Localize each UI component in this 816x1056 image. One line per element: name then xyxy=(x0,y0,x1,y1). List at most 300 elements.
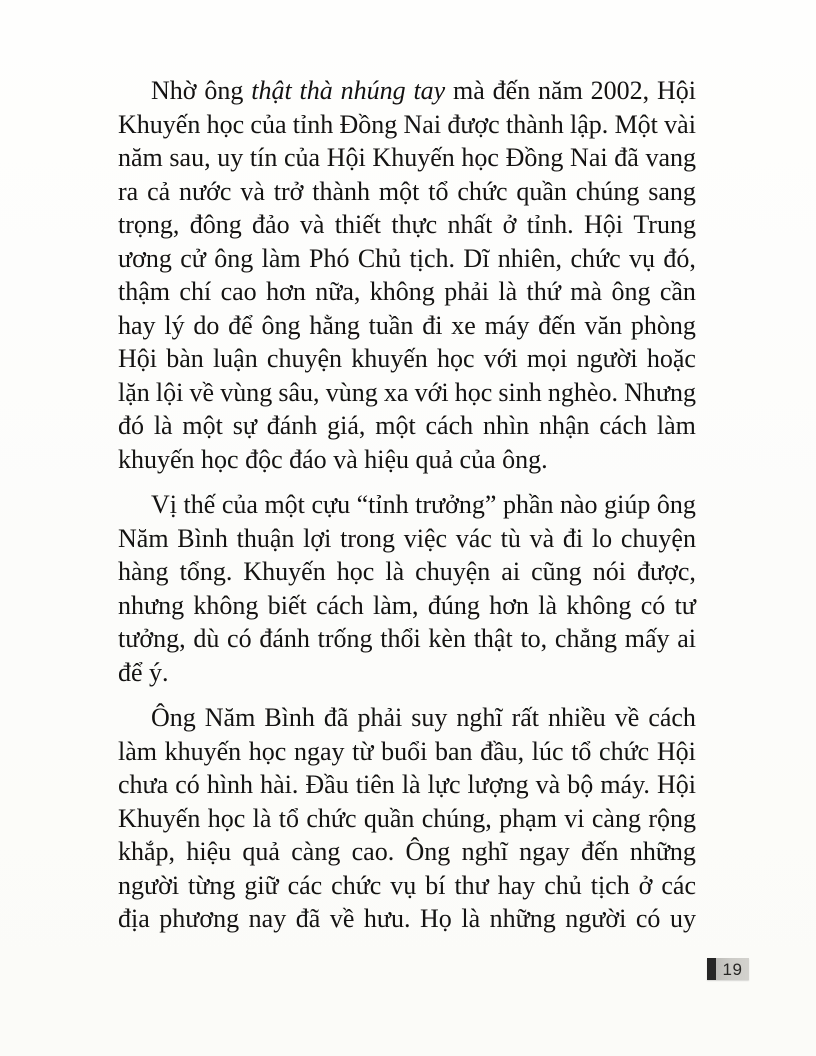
word: vùng xyxy=(220,377,273,407)
word: Hội xyxy=(118,344,157,373)
word: quần xyxy=(363,803,415,833)
word: Bình xyxy=(264,703,315,732)
word: ban xyxy=(434,736,473,766)
word: tổ xyxy=(428,176,449,206)
word: cách xyxy=(316,590,364,620)
word: sâu, xyxy=(278,377,320,407)
word: nói xyxy=(592,557,626,586)
text-line xyxy=(118,656,696,690)
text-line xyxy=(118,622,696,656)
word: đến xyxy=(492,76,531,105)
word: ai xyxy=(501,557,521,586)
word: người xyxy=(118,870,180,900)
word: trọng, xyxy=(118,210,180,239)
word: chẳng xyxy=(554,624,617,653)
word: đến xyxy=(580,837,619,866)
word: mấy xyxy=(624,624,670,653)
word: từng xyxy=(188,870,236,900)
word: to, xyxy=(520,624,548,653)
word: học xyxy=(248,736,287,766)
word: làm xyxy=(261,243,301,273)
word: biết xyxy=(267,590,307,620)
word: Chủ xyxy=(357,243,402,273)
word: chúng, xyxy=(421,803,492,833)
word: hiệu xyxy=(364,444,409,474)
word: tổ xyxy=(571,736,592,766)
word: tù xyxy=(500,523,521,553)
text-line xyxy=(118,735,696,769)
text-line xyxy=(118,309,696,343)
word-italic: thật xyxy=(251,76,292,105)
word: Năm xyxy=(204,703,256,732)
word: hoặc xyxy=(646,344,696,373)
word: nhìn xyxy=(482,411,530,440)
word: chưa xyxy=(118,770,169,799)
word: đúng xyxy=(427,590,480,620)
word: có xyxy=(175,770,200,799)
word: Họ xyxy=(420,904,452,933)
word: vang xyxy=(645,143,696,172)
word: Dĩ xyxy=(463,243,490,273)
word: được xyxy=(447,109,500,139)
word: thổi xyxy=(380,624,421,653)
word: tịch xyxy=(590,870,630,900)
word: Hội xyxy=(583,210,623,239)
word: ông xyxy=(204,76,244,105)
word: hằng xyxy=(309,310,360,340)
word: không xyxy=(369,277,435,306)
word: khuyến xyxy=(118,444,195,474)
word: máy. xyxy=(600,770,650,799)
word: phương xyxy=(159,904,240,933)
word: không xyxy=(566,590,632,620)
word: quả xyxy=(415,444,454,474)
word: những xyxy=(629,837,696,866)
text-line xyxy=(118,555,696,589)
word: giữ xyxy=(244,870,279,900)
word: Hội xyxy=(656,770,696,799)
word: Hội xyxy=(657,76,696,105)
word: chức xyxy=(570,243,621,273)
word: ông xyxy=(611,277,651,306)
paragraph xyxy=(118,488,696,689)
word: buổi xyxy=(381,736,428,766)
word: càng xyxy=(291,837,341,866)
text-line xyxy=(118,522,696,556)
word: đáo xyxy=(289,444,327,474)
word: mọi xyxy=(526,344,568,373)
word: nghĩ xyxy=(461,837,508,866)
word: cao xyxy=(220,277,257,306)
word: chúng xyxy=(575,176,640,206)
text-line xyxy=(118,701,696,735)
word: cũng xyxy=(531,557,582,586)
word: do xyxy=(193,310,220,340)
word-italic: thà xyxy=(299,76,333,105)
word: nhận xyxy=(539,411,590,440)
word: lượng xyxy=(467,770,529,799)
word: là xyxy=(461,904,481,933)
word: nghèo. xyxy=(547,377,618,407)
word: học xyxy=(454,377,493,407)
word: sinh xyxy=(498,377,542,407)
word: những xyxy=(489,904,556,933)
word: bộ xyxy=(567,770,594,799)
word: về xyxy=(189,377,215,407)
word: Khuyến xyxy=(372,143,455,172)
word: năm xyxy=(118,143,163,172)
word: lo xyxy=(591,523,613,553)
word: lặn xyxy=(118,377,150,407)
word: cách xyxy=(648,703,696,732)
word: tư xyxy=(674,590,696,620)
word: của xyxy=(284,143,321,172)
word: phần xyxy=(502,490,554,519)
word: thành xyxy=(312,176,371,206)
word: thế xyxy=(183,490,216,519)
word: học xyxy=(201,444,239,474)
text-line xyxy=(118,409,696,443)
word: ai xyxy=(677,624,696,653)
word: Khuyến xyxy=(243,557,326,586)
word: là xyxy=(401,770,421,799)
word: Ông xyxy=(405,837,451,866)
word: suy xyxy=(411,703,448,732)
text-line xyxy=(118,74,696,108)
word: hay xyxy=(497,870,536,900)
word: tỉnh xyxy=(292,109,334,139)
word: một xyxy=(378,176,420,206)
word-italic: tay xyxy=(413,76,446,105)
word: không xyxy=(193,590,259,620)
word: của xyxy=(221,490,258,519)
word: cách xyxy=(599,411,648,440)
word: đến xyxy=(538,310,576,340)
word: cả xyxy=(147,176,171,206)
word: đánh xyxy=(266,411,318,440)
word: rộng xyxy=(648,803,696,833)
word: Một xyxy=(614,109,658,139)
word: rất xyxy=(511,703,539,732)
page-number-bar xyxy=(707,958,716,980)
text-line xyxy=(118,275,696,309)
word: lợi xyxy=(303,523,332,553)
word: đó, xyxy=(663,243,696,273)
text-line xyxy=(118,768,696,802)
word: 2002, xyxy=(590,76,650,105)
text-line xyxy=(118,589,696,623)
word: nhưng xyxy=(118,590,185,620)
text-line xyxy=(118,108,696,142)
word: chuyện xyxy=(620,523,696,553)
word: các xyxy=(661,870,696,900)
text-line xyxy=(118,802,696,836)
word: đã xyxy=(295,904,321,933)
word: Trung xyxy=(633,210,696,239)
word: với xyxy=(414,377,449,407)
word: thư xyxy=(454,870,489,900)
text-line xyxy=(118,175,696,209)
word: sang xyxy=(648,176,696,206)
word: lội xyxy=(155,377,184,407)
word: về xyxy=(614,703,640,732)
word: các xyxy=(287,870,323,900)
word: và xyxy=(240,176,265,206)
word: Đầu xyxy=(305,770,349,799)
word: sự xyxy=(232,411,257,440)
word: ý. xyxy=(149,657,169,687)
word: ông xyxy=(261,310,301,340)
word: của xyxy=(459,444,496,474)
word: là xyxy=(385,557,405,586)
word: khắp, xyxy=(118,837,176,866)
word: hơn xyxy=(266,277,306,306)
word: tín xyxy=(249,143,278,172)
word: chức xyxy=(306,803,357,833)
word: lý xyxy=(164,310,185,340)
word: bí xyxy=(425,870,446,900)
word: luận xyxy=(212,344,258,373)
word: về xyxy=(329,904,355,933)
word: học xyxy=(206,109,245,139)
word: học xyxy=(336,557,375,586)
word: ông xyxy=(656,490,696,519)
text-block xyxy=(118,74,696,936)
text-line xyxy=(118,376,696,410)
word: cách xyxy=(425,411,474,440)
word: lúc xyxy=(531,736,564,766)
word: quần xyxy=(516,176,567,206)
word: vác xyxy=(455,523,492,553)
word: hay xyxy=(118,310,156,340)
word: đầu, xyxy=(480,736,525,766)
word: Hội xyxy=(656,736,696,766)
text-line xyxy=(118,902,696,936)
word: ngay xyxy=(519,837,570,866)
word: Nhờ xyxy=(151,76,197,105)
word: làm xyxy=(118,736,157,766)
word: hài. xyxy=(260,770,299,799)
text-line xyxy=(118,342,696,376)
word: đó xyxy=(118,411,144,440)
word: “tỉnh xyxy=(356,490,409,519)
word: nay xyxy=(248,904,287,933)
word: là xyxy=(153,411,173,440)
word: vùng xyxy=(325,377,378,407)
word: để xyxy=(228,310,253,340)
word: Năm xyxy=(118,523,169,553)
word: tiên xyxy=(355,770,395,799)
word: tổng. xyxy=(179,557,233,586)
word: Nhưng xyxy=(624,377,696,407)
word: chuyện xyxy=(415,557,491,586)
word: thành xyxy=(506,109,564,139)
word: có xyxy=(227,624,252,653)
word: đi xyxy=(562,523,584,553)
word: khuyến xyxy=(164,736,242,766)
text-line xyxy=(118,835,696,869)
word: ông xyxy=(214,243,254,273)
word: chủ xyxy=(544,870,582,900)
word: ở xyxy=(502,210,517,239)
word: ngay xyxy=(293,736,345,766)
word: Hội xyxy=(326,143,366,172)
word: chức xyxy=(331,870,382,900)
paragraph xyxy=(118,701,696,936)
word: uy xyxy=(669,904,696,933)
word: hơn xyxy=(489,590,529,620)
word: xa xyxy=(383,377,409,407)
word: địa xyxy=(118,904,150,933)
word: tịch. xyxy=(409,243,456,273)
word: Nai xyxy=(570,143,608,172)
word: Đồng xyxy=(339,109,398,139)
word: máy xyxy=(484,310,530,340)
word: lập. xyxy=(570,109,609,139)
word: trở xyxy=(273,176,304,206)
word: càng xyxy=(591,803,641,833)
word: nhiều xyxy=(548,703,606,732)
word: vụ xyxy=(390,870,417,900)
word: chuyện xyxy=(266,344,343,373)
word: đông xyxy=(189,210,242,239)
word: một xyxy=(375,411,416,440)
word: tỉnh. xyxy=(526,210,574,239)
word: Vị xyxy=(151,490,177,519)
word: Khuyến xyxy=(118,803,201,833)
word: học xyxy=(461,143,499,172)
word-italic: nhúng xyxy=(340,76,406,105)
word: lực xyxy=(427,770,461,799)
word: và xyxy=(535,770,561,799)
page-number-badge xyxy=(707,958,749,980)
word: thứ xyxy=(526,277,561,306)
word: ông. xyxy=(502,444,548,474)
text-line xyxy=(118,242,696,276)
word: năm xyxy=(538,76,583,105)
word: nhất xyxy=(447,210,493,239)
word: Bình xyxy=(177,523,228,553)
word: tổ xyxy=(278,803,299,833)
text-line xyxy=(118,141,696,175)
word: là xyxy=(498,277,518,306)
word: chức xyxy=(457,176,508,206)
word: Nai xyxy=(403,109,442,139)
word: của xyxy=(250,109,287,139)
word: chí xyxy=(179,277,212,306)
word: giúp xyxy=(604,490,651,519)
word: nhiên, xyxy=(497,243,563,273)
word: đảo xyxy=(252,210,290,239)
word: trưởng” xyxy=(415,490,497,519)
word: có xyxy=(635,904,661,933)
word: nào xyxy=(560,490,598,519)
paragraph xyxy=(118,74,696,476)
word: nghĩ xyxy=(456,703,503,732)
word: nước xyxy=(179,176,232,206)
word: ở xyxy=(638,870,653,900)
word: là xyxy=(252,803,272,833)
word: được, xyxy=(636,557,696,586)
word: phải xyxy=(444,277,489,306)
word: thậm xyxy=(118,277,170,306)
word: đã xyxy=(323,703,349,732)
word: văn xyxy=(584,310,623,340)
text-line xyxy=(118,208,696,242)
word: là xyxy=(538,590,558,620)
word: trống xyxy=(317,624,373,653)
word: bàn xyxy=(166,344,204,373)
word: thiết xyxy=(334,210,382,239)
word: từ xyxy=(352,736,374,766)
word: hàng xyxy=(118,557,169,586)
word: dù xyxy=(193,624,220,653)
word: phòng xyxy=(630,310,696,340)
word: và xyxy=(299,210,325,239)
page-number: 19 xyxy=(722,959,743,979)
word: ra xyxy=(118,176,139,206)
word: khuyến xyxy=(351,344,428,373)
text-line xyxy=(118,488,696,522)
word: cựu xyxy=(311,490,351,519)
word: vụ xyxy=(628,243,655,273)
word: quả xyxy=(242,837,280,866)
word: vi xyxy=(564,803,585,833)
word: đã xyxy=(614,143,639,172)
text-line xyxy=(118,443,696,477)
word: hiệu xyxy=(186,837,232,866)
word: và xyxy=(529,523,555,553)
word: để xyxy=(118,657,143,687)
word: việc xyxy=(403,523,448,553)
word: nữa, xyxy=(315,277,361,306)
word: thuận xyxy=(236,523,295,553)
word: cử xyxy=(180,243,206,273)
word: cao. xyxy=(351,837,395,866)
word: tuần xyxy=(368,310,414,340)
word: và xyxy=(333,444,358,474)
word: Ông xyxy=(151,703,196,732)
word: học xyxy=(207,803,246,833)
word: đánh xyxy=(259,624,310,653)
word: phạm xyxy=(499,803,557,833)
word: làm xyxy=(656,411,696,440)
word: kèn xyxy=(428,624,466,653)
word: người xyxy=(576,344,638,373)
word: sau, xyxy=(169,143,211,172)
word: cần xyxy=(659,277,696,306)
word: chức xyxy=(599,736,650,766)
word: thực xyxy=(391,210,438,239)
word: phải xyxy=(357,703,403,732)
word: tưởng, xyxy=(118,624,186,653)
word: trong xyxy=(340,523,395,553)
word: độc xyxy=(245,444,283,474)
word: làm, xyxy=(373,590,419,620)
word: vài xyxy=(664,109,696,139)
word: Khuyến xyxy=(118,109,201,139)
word: hưu. xyxy=(363,904,411,933)
word: học xyxy=(436,344,475,373)
word: có xyxy=(640,590,666,620)
word: một xyxy=(264,490,305,519)
word: ương xyxy=(118,243,172,273)
word: với xyxy=(483,344,518,373)
word: hình xyxy=(206,770,254,799)
word: người xyxy=(565,904,627,933)
word: đi xyxy=(422,310,443,340)
word: Đồng xyxy=(505,143,564,172)
